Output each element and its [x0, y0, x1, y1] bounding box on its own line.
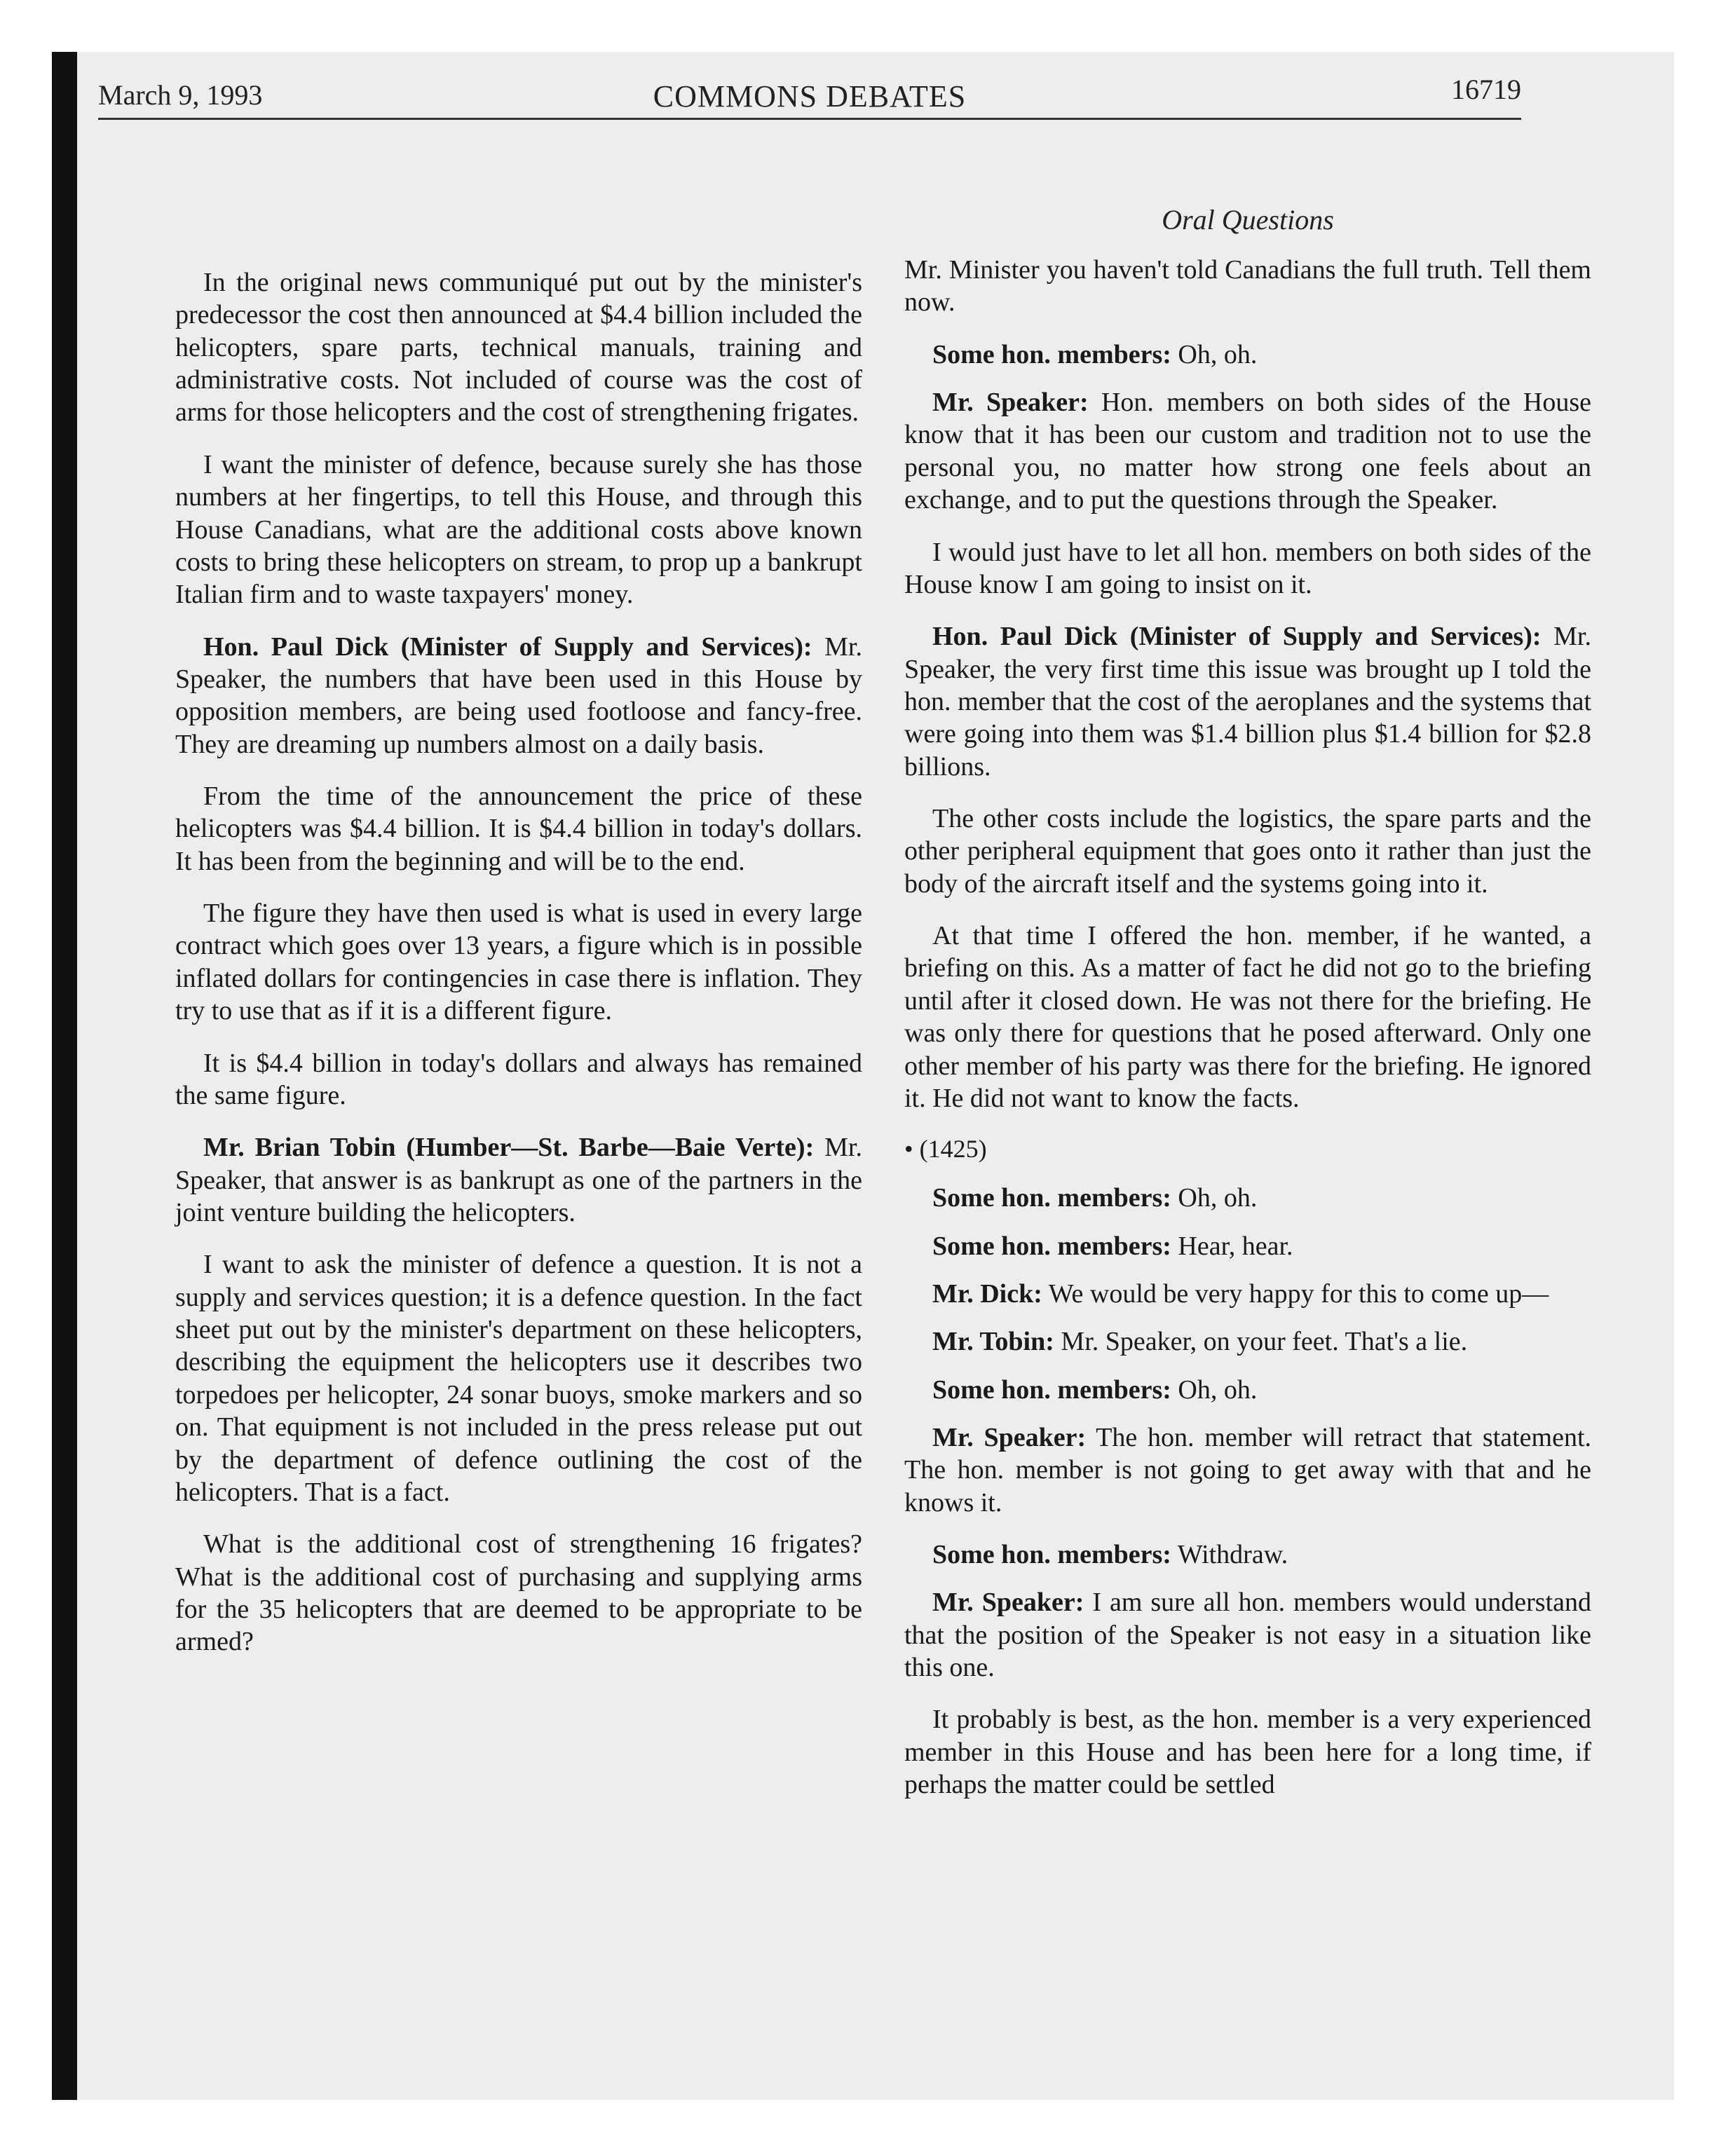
section-title: Oral Questions	[1162, 204, 1334, 236]
page-header	[98, 74, 1521, 121]
speaker-name: Some hon. members:	[932, 339, 1171, 369]
paragraph: Mr. Minister you haven't told Canadians the full truth. Tell them now.	[904, 255, 1591, 318]
paragraph	[904, 1230, 1591, 1262]
speaker-name: Some hon. members:	[932, 1374, 1171, 1405]
header-title: COMMONS DEBATES	[653, 79, 967, 114]
paragraph	[904, 1278, 1591, 1310]
right-column	[904, 254, 1591, 1821]
header-rule	[98, 118, 1521, 120]
speech-text: Hon. members on both sides of the House know that it has been our custom and tradition not to use the personal you, no matter how strong one feels about an exchange, and to put the questions through the Speaker.	[904, 388, 1592, 515]
speaker-name: Mr. Speaker:	[932, 388, 1089, 418]
paragraph: I would just have to let all hon. members on both sides of the House know I am going to insist on it.	[904, 537, 1591, 599]
speech-text: Withdraw.	[1171, 1540, 1288, 1570]
paragraph	[904, 1538, 1591, 1571]
speech-text: Mr. Speaker, that answer is as bankrupt as one of the partners in the joint venture building the helicopters.	[175, 1133, 862, 1227]
paragraph	[904, 620, 1591, 783]
left-column	[175, 266, 862, 1678]
speech-text: The hon. member will retract that statement. The hon. member is not going to get away with that and he knows it.	[904, 1422, 1591, 1517]
paragraph	[175, 1131, 862, 1229]
speech-text: I am sure all hon. members would understand that the position of the Speaker is not easy in a situation like this one.	[904, 1588, 1592, 1683]
paragraph: I want the minister of defence, because surely she has those numbers at her fingertips, to tell this House, and through this House Canadians, what are the additional costs above known costs to bring these helicopters on stream, to prop up a bankrupt Italian firm and to waste taxpayers' money.	[175, 449, 862, 610]
paragraph	[904, 1421, 1591, 1519]
scan-edge-shadow	[52, 52, 77, 2100]
speaker-name: Hon. Paul Dick (Minister of Supply and Services):	[932, 622, 1542, 652]
speaker-name: Hon. Paul Dick (Minister of Supply and Services):	[203, 632, 812, 662]
paragraph: From the time of the announcement the price of these helicopters was $4.4 billion. It is $4.4 billion in today's dollars. It has been from the beginning and will be to the end.	[175, 782, 862, 876]
speaker-name: Mr. Tobin:	[932, 1327, 1054, 1357]
paragraph	[904, 386, 1591, 516]
speaker-name: Mr. Brian Tobin (Humber—St. Barbe—Baie Verte):	[203, 1133, 815, 1163]
header-page-number: 16719	[1451, 74, 1521, 105]
header-date: March 9, 1993	[98, 79, 263, 111]
paragraph: It is $4.4 billion in today's dollars and always has remained the same figure.	[175, 1048, 862, 1110]
speaker-name: Mr. Dick:	[932, 1278, 1042, 1309]
speech-text: Oh, oh.	[1171, 1374, 1258, 1405]
speech-text: Mr. Speaker, the numbers that have been used in this House by opposition members, are being used footloose and fancy-free. They are dreaming up numbers almost on a daily basis.	[175, 632, 862, 759]
paragraph: What is the additional cost of strengthening 16 frigates? What is the additional cost of purchasing and supplying arms for the 35 helicopters that are deemed to be appropriate to be armed?	[175, 1529, 862, 1657]
speech-text: Hear, hear.	[1171, 1231, 1293, 1261]
paragraph: The other costs include the logistics, the spare parts and the other peripheral equipment that goes onto it rather than just the body of the aircraft itself and the systems going into it.	[904, 804, 1591, 899]
speaker-name: Some hon. members:	[932, 1183, 1171, 1213]
paragraph: The figure they have then used is what is used in every large contract which goes over 13 years, a figure which is in possible inflated dollars for contingencies in case there is inflation. They try to use that as if it is a different figure.	[175, 899, 862, 1026]
speech-text: Mr. Speaker, on your feet. That's a lie.	[1054, 1327, 1468, 1357]
paragraph: I want to ask the minister of defence a question. It is not a supply and services question; it is a defence question. In the fact sheet put out by the minister's department on these helicopters, describing the equipment the helicopters use it describes two torpedoes per helicopter, 24 sonar buoys, smoke markers and so on. That equipment is not included in the press release put out by the department of defence outlining the cost of the helicopters. That is a fact.	[175, 1250, 862, 1507]
paragraph: In the original news communiqué put out by the minister's predecessor the cost then announced at $4.4 billion included the helicopters, spare parts, technical manuals, training and administrative costs. Not included of course was the cost of arms for those helicopters and the cost of strengthening frigates.	[175, 268, 862, 428]
paragraph	[904, 1182, 1591, 1214]
time-marker: • (1425)	[904, 1135, 987, 1164]
speech-text: Oh, oh.	[1171, 339, 1258, 369]
paragraph	[904, 1374, 1591, 1406]
paragraph	[175, 631, 862, 760]
speaker-name: Some hon. members:	[932, 1540, 1171, 1570]
speaker-name: Mr. Speaker:	[932, 1422, 1087, 1452]
speech-text: Oh, oh.	[1171, 1183, 1258, 1213]
paragraph: At that time I offered the hon. member, if he wanted, a briefing on this. As a matter of fact he did not go to the briefing until after it closed down. He was not there for the briefing. He was only there for questions that he posed afterward. Only one other member of his party was there for the briefing. He ignored it. He did not want to know the facts.	[904, 921, 1591, 1113]
paragraph: It probably is best, as the hon. member is a very experienced member in this House and has been here for a long time, if perhaps the matter could be settled	[904, 1705, 1591, 1800]
speech-text: Mr. Speaker, the very first time this issue was brought up I told the hon. member that the cost of the aeroplanes and the systems that were going into them was $1.4 billion plus $1.4 billion for $2.8 billions.	[904, 622, 1591, 782]
paragraph	[904, 1325, 1591, 1358]
speaker-name: Mr. Speaker:	[932, 1588, 1084, 1618]
speech-text: We would be very happy for this to come up—	[1042, 1278, 1549, 1309]
paragraph	[904, 1586, 1591, 1684]
speaker-name: Some hon. members:	[932, 1231, 1171, 1261]
paragraph	[904, 339, 1591, 371]
